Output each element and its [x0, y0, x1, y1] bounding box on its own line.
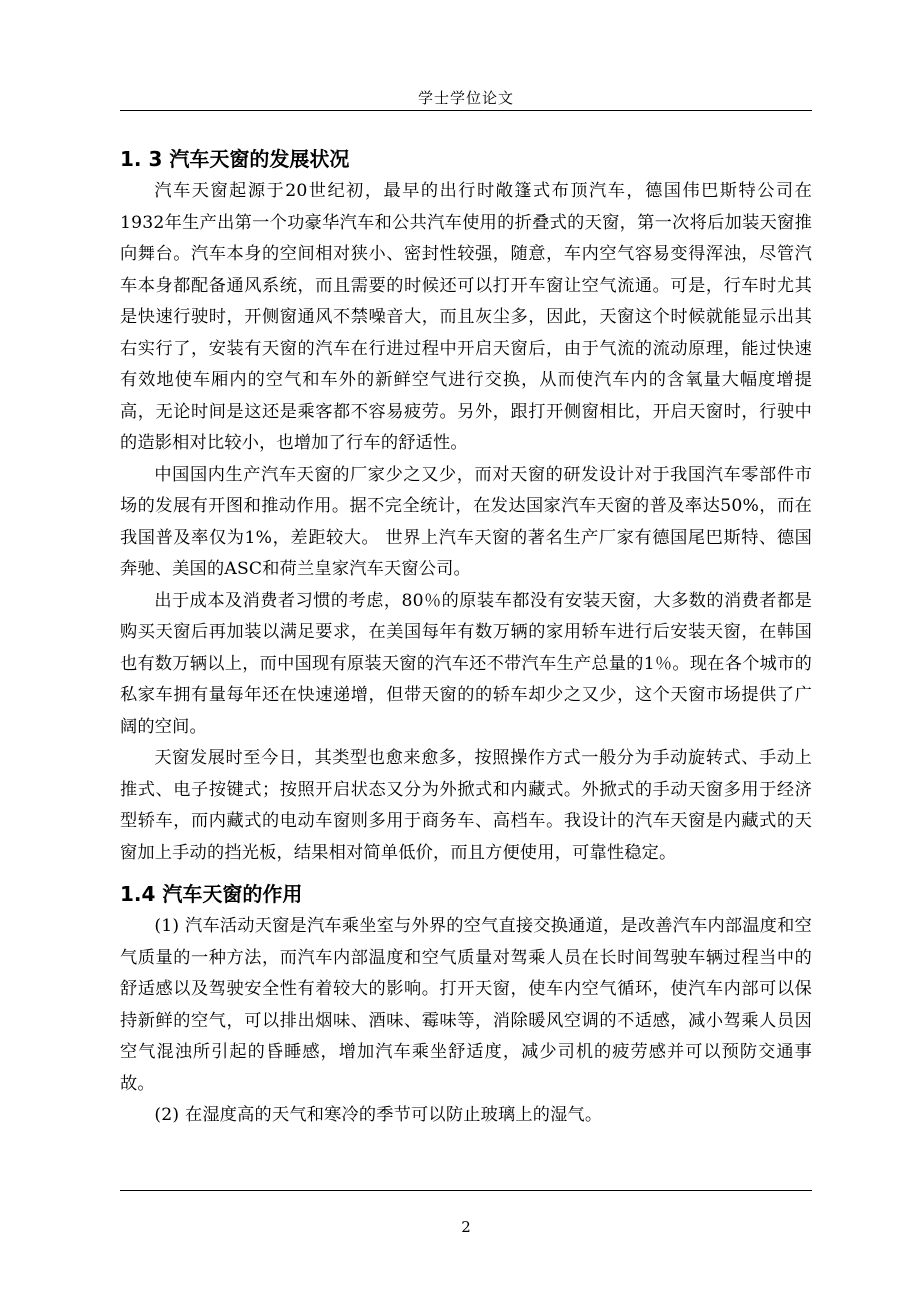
running-header: 学士学位论文 — [417, 89, 514, 107]
section-1-4 — [120, 877, 812, 1132]
paragraph: 出于成本及消费者习惯的考虑，80％的原装车都没有安装天窗，大多数的消费者都是购买天窗后再加装以满足要求，在美国每年有数万辆的家用轿车进行后安装天窗，在韩国也有数万辆以上，而中国现有原装天窗的汽车还不带汽车生产总量的1％。现在各个城市的私家车拥有量每年还在快速递增，但带天窗的的轿车却少之又少，这个天窗市场提供了广阔的空间。 — [120, 590, 812, 737]
paragraph: (1) 汽车活动天窗是汽车乘坐室与外界的空气直接交换通道，是改善汽车内部温度和空气质量的一种方法，而汽车内部温度和空气质量对驾乘人员在长时间驾驶车辆过程当中的舒适感以及驾驶安全性有着较大的影响。打开天窗，使车内空气循环，使汽车内部可以保持新鲜的空气，可以排出烟味、酒味、霉味等，消除暖风空调的不适感，减小驾乘人员因空气混浊所引起的昏睡感，增加汽车乘坐舒适度，减少司机的疲劳感并可以预防交通事故。 — [120, 916, 812, 1094]
section-1-3 — [120, 142, 812, 869]
footer-rule — [120, 1190, 812, 1191]
section-title: 1.4 汽车天窗的作用 — [120, 882, 303, 906]
paragraph: 中国国内生产汽车天窗的厂家少之又少，而对天窗的研发设计对于我国汽车零部件市场的发展有开图和推动作用。据不完全统计，在发达国家汽车天窗的普及率达50%，而在我国普及率仅为1%，差距较大。 世界上汽车天窗的著名生产厂家有德国尾巴斯特、德国奔驰、美国的ASC和荷兰皇家汽车天窗公司。 — [120, 464, 812, 579]
main-content — [120, 142, 812, 1132]
paragraph: (2) 在湿度高的天气和寒冷的季节可以防止玻璃上的湿气。 — [154, 1105, 603, 1125]
page-number: 2 — [461, 1218, 471, 1236]
section-title: 1. 3 汽车天窗的发展状况 — [120, 147, 350, 171]
paragraph: 汽车天窗起源于20世纪初，最早的出行时敞篷式布顶汽车，德国伟巴斯特公司在1932年生产出第一个功豪华汽车和公共汽车使用的折叠式的天窗，第一次将后加装天窗推向舞台。汽车本身的空间相对狭小、密封性较强，随意，车内空气容易变得浑浊，尽管汽车本身都配备通风系统，而且需要的时候还可以打开车窗让空气流通。可是，行车时尤其是快速行驶时，开侧窗通风不禁噪音大，而且灰尘多，因此，天窗这个时候就能显示出其右实行了，安装有天窗的汽车在行进过程中开启天窗后，由于气流的流动原理，能过快速有效地使车厢内的空气和车外的新鲜空气进行交换，从而使汽车内的含氧量大幅度增提高，无论时间是这还是乘客都不容易疲劳。另外，跟打开侧窗相比，开启天窗时，行驶中的造影相对比较小，也增加了行车的舒适性。 — [120, 181, 812, 453]
paragraph: 天窗发展时至今日，其类型也愈来愈多，按照操作方式一般分为手动旋转式、手动上推式、电子按键式；按照开启状态又分为外掀式和内藏式。外掀式的手动天窗多用于经济型轿车，而内藏式的电动车窗则多用于商务车、高档车。我设计的汽车天窗是内藏式的天窗加上手动的挡光板，结果相对简单低价，而且方便使用，可靠性稳定。 — [120, 748, 812, 863]
header-rule — [120, 110, 812, 111]
